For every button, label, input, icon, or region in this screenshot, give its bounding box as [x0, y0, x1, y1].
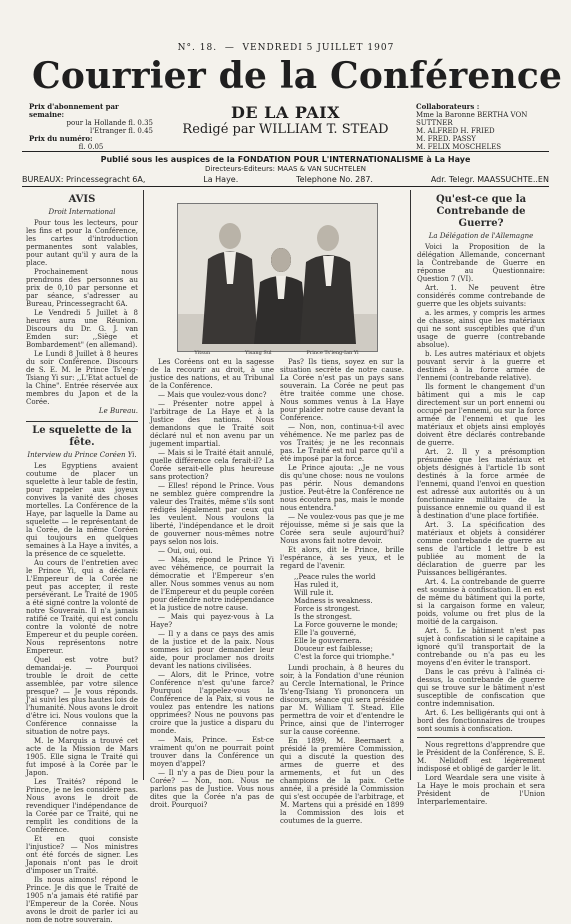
collaborator-2: M. ALFRED H. FRIED [416, 127, 495, 135]
poem-line: Madness is weakness. [294, 597, 373, 605]
city: La Haye. [203, 175, 239, 184]
news-paragraph: En 1899, M. Beernaert a présidé la première Commission, qui a discuté la question des armes de guerre et des armements, et fut un des champions de la paix. Cette année, il a présidé la Commission qui s'est occupée de l'arbitrage, et M. Martens qui a présidé en 1899 la Commission des lois et coutumes de la guerre. [280, 737, 404, 825]
collaborators-box [416, 103, 544, 151]
article-paragraph: M. le Marquis a trouvé cet acte de la Mission de Mars 1905. Elle signa le Traité qui fut imposé à la Corée par le Japon. [26, 737, 138, 777]
column-left [26, 194, 138, 924]
contraband-subheading: La Délégation de l'Allemagne [428, 232, 534, 240]
interview-paragraph: — Elles! répond le Prince. Vous ne semblez guère comprendre la valeur des Traités, même s'ils sont rédigés légalement par ceux qui les veulent. Nous voulons la liberté, l'indépendance et le droit de gouverner nous-mêmes notre pays selon nos lois. [150, 482, 274, 546]
price-line: fl. 0.05 [78, 143, 104, 151]
masthead-editor: Redigé par WILLIAM T. STEAD [182, 122, 389, 137]
note-divider [417, 737, 545, 738]
avis-subheading: Droit International [48, 208, 116, 216]
poem [280, 573, 404, 661]
contraband-paragraph: Art. 1. Ne peuvent être considérés comme contrebande de guerre que les objets suivants: [417, 284, 545, 308]
news-paragraph: Lundi prochain, à 8 heures du soir, à la Fondation d'une réunion au Cercle International, le Prince Ts'eng-Tsiang Yi prononcera un discours, séance qui sera présidée par M. William T. Stead. Elle permettra de voir et d'entendre le Prince, ainsi que de l'interroger sur la cause coréenne. [280, 664, 404, 736]
interview-paragraph: — Présenter notre appel à l'arbitrage de La Haye et à la Justice des nations. Nous demandons que le Traité soit déclaré nul et non avenu par un jugement impartial. [150, 400, 274, 448]
contraband-paragraph: Art. 2. Il y a présomption présumée que les matériaux et objets désignés à l'article 1b sont destinés à la force armée de l'ennemi, quand l'envoi en question est adressé aux autorités ou à un fonctionnaire militaire de la puissance ennemie ou quand il est à destination d'une place fortifiée. [417, 448, 545, 520]
contraband-paragraph: Voici la Proposition de la délégation Allemande, concernant la Contrebande de Guerre en réponse au Questionnaire: Question 7 (VI). [417, 243, 545, 283]
interview-paragraph: — Ne voulez-vous pas que je me réjouisse, même si je sais que la Corée sera seule aujourd'hui? Nous avons fait notre devoir. [280, 513, 404, 545]
issue-meta: N°. 18. — VENDREDI 5 JUILLET 1907 [177, 43, 395, 53]
interview-paragraph: — Non, non, continua-t-il avec véhémence. Ne me parlez pas de vos Traités; je ne les reconnais pas. Le Traité est nul parce qu'il a été imposé par la force. [280, 423, 404, 463]
contraband-paragraph: Art. 4. La contrebande de guerre est soumise à confiscation. Il en est de même du bâtiment qui la porte, si la cargaison forme en valeur, poids, volume ou fret plus de la moitié de la cargaison. [417, 578, 545, 626]
collaborator-3: M. FRED. PASSY [416, 135, 476, 143]
article-paragraph: Quel est votre but? demandai-je. — Pourquoi trouble le droit de cette assemblée, par votre silence presque? — Je vous réponds. J'ai suivi les plus hautes lois de l'humanité. Nous avons le droit d'être ici. Nous voulons que la Conférence connaisse la situation de notre pays. [26, 656, 138, 736]
poem-line: Will rule it. [294, 589, 334, 597]
interview-paragraph: — Mais, répond le Prince Yi avec véhémence, ce pourrait la démocratie et l'Empereur s'en aller. Nous sommes venus au nom de l'Empereur et du peuple coréen pour défendre notre indépendance et la justice de notre cause. [150, 556, 274, 612]
poem-line: Douceur est faiblesse; [294, 645, 373, 653]
column-middle-left [150, 358, 274, 809]
subscription-line-1: pour la Hollande fl. 0.35 [66, 119, 153, 127]
avis-paragraph: Prochainement nous prendrons des personnes au prix de 0,10 par personne et par séance, s'adresser au Bureau, Princessegracht 6A. [26, 268, 138, 308]
directors-line: Directeurs-Editeurs: MAAS & VAN SUCHTELEN [205, 165, 366, 173]
article-paragraph: Au cours de l'entretien avec le Prince Yi, qui a déclaré: L'Empereur de la Corée ne peut pas accepter, il reste persévérant. Le Traité de 1905 a été signé contre la volonté de notre Souverain. Il n'a jamais ratifié ce Traité, qui est conclu contre la volonté de notre Empereur et du peuple coréen. Nous représentons notre Empereur. [26, 559, 138, 655]
interview-paragraph: — Alors, dit le Prince, votre Conférence n'est qu'une farce? Pourquoi l'appelez-vous la Conférence de la Paix, si vous ne voulez pas entendre les nations opprimées? Nous ne pouvons pas croire que la justice a disparu du monde. [150, 671, 274, 735]
telegraph-address: Adr. Telegr. MAASSUCHTE..EN [430, 175, 549, 184]
contraband-paragraph: Art. 5. Le bâtiment n'est pas sujet à confiscation si le capitaine a ignoré qu'il transportait de la contrebande ou n'a pas eu les moyens d'en éviter le transport. [417, 627, 545, 667]
article-paragraph: Ils nous aimons! répond le Prince. Je dis que le Traité de 1905 n'a jamais été ratifié par l'Empereur de la Corée. Nous avons le droit de parler ici au nom de notre souverain. [26, 876, 138, 924]
photo-caption [177, 350, 376, 356]
bureaux-address: BUREAUX: Princessegracht 6A, [22, 175, 146, 184]
collaborators-heading: Collaborateurs : [416, 102, 480, 111]
subscription-heading: Prix d'abonnement par semaine: [29, 102, 119, 119]
avis-paragraph: Le Vendredi 5 Juillet à 8 heures aura une Réunion. Discours du Dr. G. J. van Emden sur: ,,Siège et Bombardement" (en allemand). [26, 309, 138, 349]
poem-line: Elle le gouvernera. [294, 637, 362, 645]
contraband-paragraph: Art. 3. La spécification des matériaux et objets à considérer comme contrebande de guerre au sens de l'article 1 lettre b est publiée au moment de la déclaration de guerre par les Puissances belligérantes. [417, 521, 545, 577]
interview-paragraph: Pas? Ils tiens, soyez en sur la situation secrète de notre cause. La Corée n'est pas un pays sans souverain. La Corée ne peut pas être traitée comme une chose. Nous sommes venus à La Haye pour plaider notre cause devant la Conférence. [280, 358, 404, 422]
poem-line: C'est la force qui triomphe." [294, 653, 395, 661]
avis-paragraph: Pour tous les lecteurs, pour les fins et pour la Conférence, les cartes d'introduction permanentes sont valables, pour autant qu'il y aura de la place. [26, 219, 138, 267]
caption-name: Prince Ts'ieng-Ian Yi [306, 350, 359, 356]
interview-paragraph: — Oui, oui, oui. [158, 547, 213, 555]
masthead-title: Courrier de la Conférence [32, 55, 563, 97]
poem-line: ,,Peace rules the world [294, 573, 376, 581]
interview-paragraph: — Il n'y a pas de Dieu pour la Corée? — Non, non. Nous ne parlons pas de Justice. Vous nous dites que la Corée n'a pas de droit. Pourquoi? [150, 769, 274, 809]
interview-paragraph: — Mais qui payez-vous à La Haye? [150, 613, 274, 629]
publisher-strip [22, 151, 549, 187]
interview-paragraph: — Mais, Prince. — Est-ce vraiment qu'on ne pourrait point trouver dans la Conférence un moyen d'appel? [150, 736, 274, 768]
column-right [417, 194, 545, 806]
interview-paragraph: Les Coréens ont eu la sagesse de la recourir au droit, à une justice des nations, et au Tribunal de la Conférence. [150, 358, 274, 390]
interview-paragraph: — Mais que voulez-vous donc? [158, 391, 267, 399]
poem-line: Force is strongest. [294, 605, 361, 613]
article-paragraph: Les Traités? répond le Prince, je ne les considère pas. Nous avons le droit de revendiquer l'indépendance de la Corée par ce Traité, qui ne remplit les conditions de la Conférence. [26, 778, 138, 834]
interview-paragraph: Et alors, dit le Prince, brille l'espérance, à ses yeux, et le regard de l'avenir. [280, 546, 404, 570]
contraband-paragraph: Ils forment le changement d'un bâtiment qui a mis le cap directement sur un port ennemi ou occupé par l'ennemi, ou sur la force armée de l'ennemi et que les matériaux et objets ainsi employés doivent être déclarés contrebande de guerre. [417, 383, 545, 447]
avis-signature: Le Bureau. [98, 407, 138, 415]
note-paragraph: Nous regrettons d'apprendre que le Président de la Conférence, S. E. M. Nelidoff est légèrement indisposé et obligé de garder le lit. [417, 741, 545, 773]
contraband-paragraph: a. les armes, y compris les armes de chasse, ainsi que les matériaux qui ne sont susceptibles que d'un usage de guerre (contrebande absolue). [417, 309, 545, 349]
delegates-photo [177, 203, 378, 352]
caption-name: Yitsun [194, 350, 211, 356]
delegates-photo-drawing [178, 204, 377, 351]
collaborator-1: Mme la Baronne BERTHA VON SUTTNER [416, 111, 528, 127]
note-paragraph: Lord Weardale sera une visite à La Haye le mois prochain et sera Président de l'Union Interparlementaire. [417, 774, 545, 806]
publisher-line: Publié sous les auspices de la FONDATION POUR L'INTERNATIONALISME à La Haye [100, 155, 471, 164]
poem-line: La Force gouverne le monde; [294, 621, 398, 629]
issue-number: N°. 18. [177, 43, 218, 53]
poem-line: Has ruled it, [294, 581, 339, 589]
subscription-line-2: l'Etranger fl. 0.45 [89, 127, 153, 135]
price-heading: Prix du numéro: [29, 134, 93, 143]
poem-line: Is the strongest. [294, 613, 352, 621]
issue-date: VENDREDI 5 JUILLET 1907 [242, 43, 395, 53]
address-line [22, 175, 549, 184]
interview-paragraph: — Il y a dans ce pays des amis de la justice et de la paix. Nous sommes ici pour demander leur aide, pour proclamer nos droits devant les nations civilisées. [150, 630, 274, 670]
column-middle-right [280, 358, 404, 825]
avis-heading: AVIS [68, 194, 96, 205]
masthead-subtitle: DE LA PAIX [230, 103, 341, 122]
contraband-paragraph: Dans le cas prévu à l'alinéa ci-dessus, la contrebande de guerre qui se trouve sur le bâtiment n'est susceptible de confiscation que contre indemnisation. [417, 668, 545, 708]
telephone: Telephone No. 287. [296, 175, 373, 184]
poem-line: Elle l'a gouverné, [294, 629, 357, 637]
article-paragraph: Et en quoi consiste l'injustice? — Nos ministres ont été forcés de signer. Les Japonais n'ont pas le droit d'imposer un Traité. [26, 835, 138, 875]
article-heading: Le squelette de la fête. [26, 421, 138, 449]
interview-paragraph: Le Prince ajouta: ,,Je ne vous dis qu'une chose: nous ne voulons pas périr. Nous demandons justice. Peut-être la Conférence ne nous écoutera pas, mais le monde nous entendra." [280, 464, 404, 512]
article-subheading: Interview du Prince Coréen Yi. [27, 451, 137, 459]
contraband-heading: Qu'est-ce que la Contrebande de Guerre? [435, 194, 527, 229]
avis-paragraph: Le Lundi 8 Juillet à 8 heures du soir Conférence. Discours de S. E. M. le Prince Ts'eng-Tsiang Yi sur: ,,L'Etat actuel de la Chine". Entrée réservée aux membres du Japon et de la Corée. [26, 350, 138, 406]
caption-name: Yisang Sul [245, 350, 272, 356]
interview-paragraph: — Mais si le Traité était annulé, quelle différence cela ferait-il? La Corée serait-elle plus heureuse sans protection? [150, 449, 274, 481]
article-paragraph: Les Egyptiens avaient coutume de placer un squelette à leur table de festin, pour rappeler aux joyeux convives la vanité des choses mortelles. La Conférence de la Haye, par laquelle la Dame au squelette — le représentant de la Corée, de la même Coréen qui toujours en quelques semaines à La Haye a invités, a la présence de ce squelette. [26, 462, 138, 558]
contraband-paragraph: Art. 6. Les belligérants qui ont à bord des fonctionnaires de troupes sont soumis à confiscation. [417, 709, 545, 733]
collaborator-4: M. FELIX MOSCHELES [416, 143, 502, 151]
contraband-paragraph: b. Les autres matériaux et objets pouvant servir à la guerre et destinés à la force armée de l'ennemi (contrebande relative). [417, 350, 545, 382]
column-divider [143, 190, 144, 780]
column-divider [410, 190, 411, 780]
